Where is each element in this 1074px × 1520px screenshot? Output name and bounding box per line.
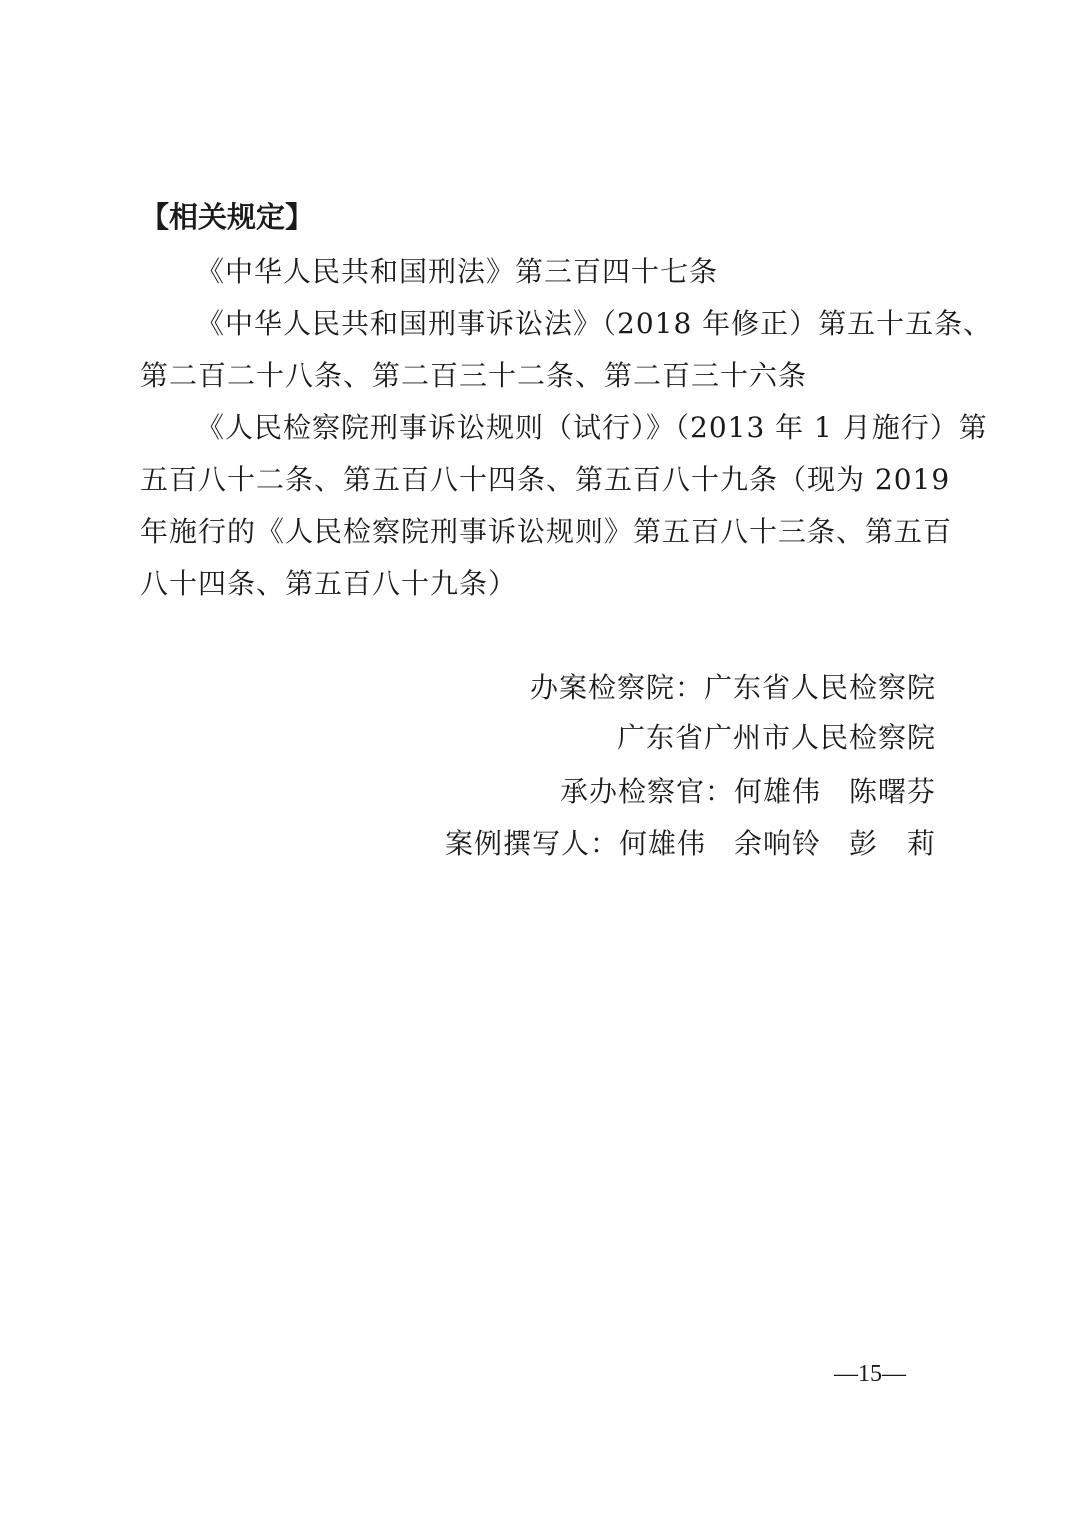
writer-label: 案例撰写人： (444, 827, 619, 860)
section-heading: 【相关规定】 (140, 200, 315, 234)
writer-name: 彭 莉 (848, 827, 936, 860)
writer-name: 何雄伟 (618, 827, 706, 860)
provision-paragraph (140, 246, 940, 298)
writer-line (445, 820, 936, 868)
procuratorate-label: 办案检察院： (529, 671, 704, 704)
procuratorate-line (530, 664, 936, 712)
provision-line: 年施行的《人民检察院刑事诉讼规则》第五百八十三条、第五百 (140, 515, 953, 548)
procuratorate-name: 广东省广州市人民检察院 (616, 721, 936, 754)
provision-line: 《中华人民共和国刑法》第三百四十七条 (196, 255, 719, 288)
page-number: —15— (834, 1361, 906, 1387)
provision-paragraph (140, 402, 988, 610)
provision-line: 八十四条、第五百八十九条） (140, 567, 518, 600)
provision-line: 《人民检察院刑事诉讼规则（试行）》（2013 年 1 月施行）第 (196, 411, 988, 444)
provision-line: 第二百二十八条、第二百三十二条、第二百三十六条 (140, 359, 808, 392)
procuratorate-name: 广东省人民检察院 (703, 671, 936, 704)
prosecutor-name: 陈曙芬 (848, 775, 936, 808)
prosecutor-line (560, 768, 936, 816)
provision-line: 《中华人民共和国刑事诉讼法》（2018 年修正）第五十五条、 (196, 307, 993, 340)
procuratorate-line-2 (617, 714, 936, 762)
prosecutor-name: 何雄伟 (733, 775, 821, 808)
provision-line: 五百八十二条、第五百八十四条、第五百八十九条（现为 2019 (140, 463, 951, 496)
prosecutor-label: 承办检察官： (559, 775, 734, 808)
writer-name: 余响铃 (733, 827, 821, 860)
provision-paragraph (140, 298, 993, 402)
